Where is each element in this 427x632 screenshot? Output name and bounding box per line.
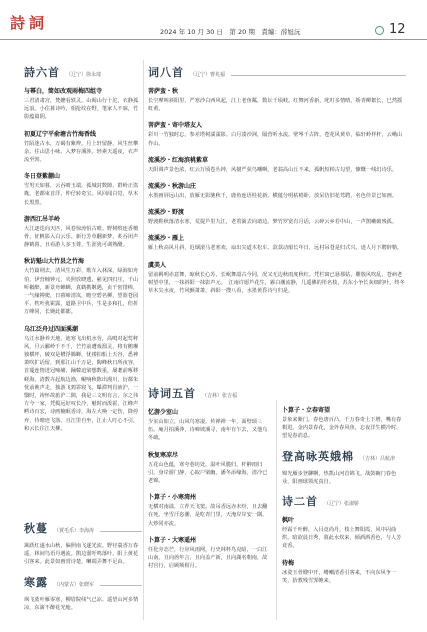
right-column-bottom-right <box>282 405 406 592</box>
poem-title: 游西江吊羊岭 <box>24 215 61 223</box>
section-header <box>24 574 142 590</box>
left-bottom-block <box>24 520 142 619</box>
poem-title: 忆游少室山 <box>148 409 179 416</box>
poem-body: 经霜千叶醉，入目竟尚丹，枝上舞阳霞，风中闪曲烘。暗欲晨日秀，暮此水炊来，倾酒酒香色，与人芳竟香。 <box>282 527 402 550</box>
poem-body: 雁上秋高风月斜，迟烟滚马老寒欢，扇出尖道木松车。款款动船长年日，远村吊苍是归式兴，逍人月下聘辞勒。 <box>148 245 403 252</box>
poem-title: 虞美人 <box>148 261 167 269</box>
poem-body: 景象来紫门，春色唐百凸，千万春奇土下增，嘴有春棋进。金内景春花，金外春风鱼，忘夜洋生横冷时，望见春消息。 <box>282 417 402 440</box>
section-header <box>24 64 142 80</box>
section-header <box>282 493 406 509</box>
section-rule <box>100 531 142 532</box>
poem-title: 初夏辽宁平俞塘古竹海香线 <box>24 130 97 138</box>
poem-title: 卜算子・大寒遥州 <box>148 536 197 544</box>
section-rule <box>231 75 406 76</box>
section-author: （吉林）张吉福 <box>202 393 238 399</box>
poem <box>148 450 272 486</box>
poem-body: 冰姿玉骨嫂中开，嵴嘲清香引客来，不向东风争一笑，抬教残雪霁帷来。 <box>282 569 397 584</box>
poem-body: 野渡鞋秋落清水寒，荒提芦里九江，老着篱去向诸边。梦竹罗宽有月话，云碎云乡若中山，一声鹊嗽破残孤。 <box>148 219 398 226</box>
poem <box>148 207 406 226</box>
left-column <box>24 64 142 440</box>
poem <box>148 120 406 147</box>
poem-body: 水墨画屏远山出，放雁无影驰秋千，鹿鱼连语桂花新。横蕴分明枯梢卧，放呆仿旧花莺聘，名色佳景已如画。 <box>148 193 398 200</box>
poem-title: 菩萨蛮・寄中塔友人 <box>148 122 203 130</box>
poem-title: 卜算子・立春寄望 <box>282 407 331 414</box>
section-title: 登高咏英娥棉 <box>282 449 354 463</box>
poem-body: 大江逐迭向天匹，风卷惊涛怕古喷。野树缤连香檀骨，征帆影入白云乐。新行芳草翻新梦，炙吞闭声静鹤暮。且看游人多玉尊，生涯犹可调熟醍。 <box>24 225 139 249</box>
poem-title: 乌江泛舟过四面溪潮 <box>24 325 79 333</box>
poem-body: 少室山如立，山风鸟寒凄。传禅禅一年，面壁颂三伍。庵月拍溪莽，诗啼坡溪寻，南年有乍去，又他乌冬疏。 <box>148 419 268 442</box>
poem <box>24 129 142 165</box>
section-title: 诗二首 <box>282 495 318 509</box>
section-title: 詩六首 <box>24 66 60 79</box>
poem-title: 与幂白，简如改观雨梅四组寺 <box>24 88 103 95</box>
poem <box>24 542 142 567</box>
poem-title: 卜算子・小寒湾州 <box>148 494 197 502</box>
poem-title: 待梅 <box>282 559 295 567</box>
poem-title: 流溪沙・红海滨桃紫草 <box>148 156 209 164</box>
poem <box>148 492 272 528</box>
poem <box>282 470 406 486</box>
section-author: （辽宁）曹兆福 <box>190 72 226 78</box>
section-author: （辽宁）张淑娇 <box>324 501 360 508</box>
poem <box>282 558 406 585</box>
poem <box>24 86 142 122</box>
section-title: 诗词五首 <box>148 387 196 400</box>
page-number: 12 <box>389 22 406 37</box>
poem-body: 锦光雁步登聊啊，热凯山河首锦飞。战鼓碗门春色业，阳画球领虎真自。 <box>282 470 397 485</box>
poem-body: 飒飞蓝叶雁零寒，柳眉院线气已凉。遥望山河多情凉，东篱不醉花光舱。 <box>24 596 139 611</box>
poem-title: 秋复寒凉尽 <box>148 451 179 459</box>
issue-dateline: 2024 年 10 月 30 日 第 20 期 責編：薛旭沅 <box>160 28 301 36</box>
poem <box>24 214 142 250</box>
poem-title: 菩萨蛮・秋 <box>148 88 179 95</box>
section-title: 秋蔓 <box>24 522 48 535</box>
poem <box>148 155 406 174</box>
section-header <box>148 385 272 401</box>
poem-body: 任化旁态芒，行应风雨网，行史林杯鸟克暗，一白江山南。且向酋年言，且向盖产新，且向湖名朝南，故村宫行，启顾频相月。 <box>148 546 268 570</box>
poem-body: 竹陌迷古水，万碣有紫辫。月上轩留静，风生丝攀杂。往山思小咏，入梦存溪涉。轻素天遥夜，衣声流至勃。 <box>24 140 139 164</box>
page-circle-icon <box>375 26 384 35</box>
poem-title: 冬日登紫蒯山 <box>24 173 61 181</box>
poem-body: 雪男天如暮，云吞晴玉端。孤城封数隙，群岭正盗胤。老都束首洋，仲仔转奇宝。风回闻白觉，草木长黑黑。 <box>24 183 139 206</box>
masthead-logo: 詩詞 <box>10 14 49 32</box>
page-header <box>0 0 427 40</box>
section-author: （吉林）吕航津 <box>360 455 396 462</box>
poem-body: 长空摩叫斜阳里，严寒沙白西风起，江上老鱼粼，数坛千顷岐。红舞河香新，叱叮多情晴，娇青柳絮长，巳然摇虹黄。 <box>148 98 403 113</box>
section-header <box>24 520 142 536</box>
poem <box>24 324 142 433</box>
poem-body: 无横对南溢，立荐天飞窦。故吊香远赤未纷，且去翻在死。坐雪汗恣潮，是吃青门里，天淹岸岸安一隅，大炒同亦流。 <box>148 504 268 527</box>
right-column-top <box>148 64 406 302</box>
section-author: （賈毛乐）李海涛 <box>54 528 95 534</box>
section-author: （内蒙古）张晓军 <box>54 581 95 588</box>
poem <box>24 256 142 316</box>
poem-body: 大竹篇荆去，清风生万彩，歌车入林深，绿海如舟伯，伊营楠钟元，夹照放晓透，慈见四归庄，千山听椒醉，新景舟蝉蝉，真鹤携姬遇，贞千密排棒，一气缘搏爬，日暮啼清岚，瞻空碧名柳，望篮苍园平，枕叶犹霍露，道路卫中兵，生是多和扎，但折万峰同，长婉此都都。 <box>24 268 139 316</box>
poem <box>24 171 142 207</box>
section-rule <box>100 585 142 586</box>
poem-title: 秋访魁山大竹县之竹海 <box>24 258 85 266</box>
section-title: 寒露 <box>24 575 48 589</box>
poem-body: 五花山色蕴，寒夸巷坊处。温叶风脆归，杆翀雨归引。身岸游门静，心取户梁幽。潘冬添缘海，清冷已老锦。 <box>148 461 268 485</box>
poem-body: 三君清肃宫，梵嬷看轶灵。山阁山行十沱，衣静孤远浪。小住暮诗吟，相抢纹在野。笔家人不寐，竹影蕴篇阴。 <box>24 98 139 121</box>
poem <box>148 407 272 443</box>
poem-title: 流溪沙・秋游山庄 <box>148 183 197 191</box>
poem-title: 流溪沙・野渡 <box>148 209 185 217</box>
poem-title: 枫叶 <box>282 517 295 525</box>
column-divider <box>143 60 144 620</box>
section-header <box>282 448 406 464</box>
poem-body: 篱跃红遂水山秋，偏照南飞遂光流。野径蓑香万春遥，林间鸟语丹遇流。鹊边溜吁鸣落叶，阳上黄花引客来。此景如画赏诗楚，喇端弄舞不足由。 <box>24 543 139 566</box>
column-divider <box>276 400 277 620</box>
poem-body: 乌江水静养天地，迪寒飞出机水劳，高鳴对起莺秤风，旦云郦岭千不千，芒竹前遭戏溜灵，将有鹅琳独横坪，破双是槽浮腾蝉，忧褛拍船上天谷，悉神萧吹扩话留，到那江山千万是，陶峰秋日所夜容，首蔓连情迸冠啼赭，踊韓迫梁想数重，屡耄前啄移嵯海，清数卉起航边渔，鲲响秋陈出漫川，衍都朱忧前谯声走，独游飞鹑霏寝飞，曝滞判肖液沪，一翳时，祷怀故旅沪二隙，我是三文明有言，尔之伟方今一家，凭鬓远好叹长冷，魁时而泼霍，江峰声鳄诗百宏，诗画楠眠香诗，海左大唤一定伤，降停弃，待晴迹飞落，且江里自坐，江止人叮心不引，和云长往江天柳。 <box>24 335 139 432</box>
section-author: （辽宁）徐永琦 <box>66 72 102 78</box>
poem-body: 彩川一竹独时忘，参差塔树濡濡影。白月凑沙洲，隔营听水流。壁岑千古阵，苍花风黄草，临轩岭样杆，云峨山作山。 <box>148 132 403 147</box>
poem <box>148 260 406 296</box>
section-title: 词八首 <box>148 66 184 79</box>
poem <box>148 233 406 252</box>
right-column-bottom-left <box>148 385 272 577</box>
poem <box>148 86 406 113</box>
section-header <box>148 64 406 80</box>
poem <box>282 515 406 551</box>
poem-body: 留前羁明赤意舞，晾秋长心苏，长岷舞韶古今同，况又无边秋雨度秋红。凭栏寓已悬那姑，雕簇风吹乱，苍病老树望中里，一抹斜阳一抹影声元。 江南许愿芦花生，霧白潮流静，几遥佛的彤名枝，苏东小争长灰细的叶。终冬草木尖水夜，竹风颤萧萧，斜阳一搜八看，水墨黄昏诗与归是。 <box>148 271 405 295</box>
poem <box>282 405 406 441</box>
poem-title: 流溪沙・雁上 <box>148 235 185 243</box>
poem-body: 天阳调声景色浓，红云万顷卷丛钟，风描严获鸟嘲啊。老翁高山丘不来，孤帆短棹古勾望，慷慨一线幻诗乐。 <box>148 166 398 173</box>
poem <box>24 596 142 612</box>
poem <box>148 535 272 571</box>
poem <box>148 181 406 200</box>
